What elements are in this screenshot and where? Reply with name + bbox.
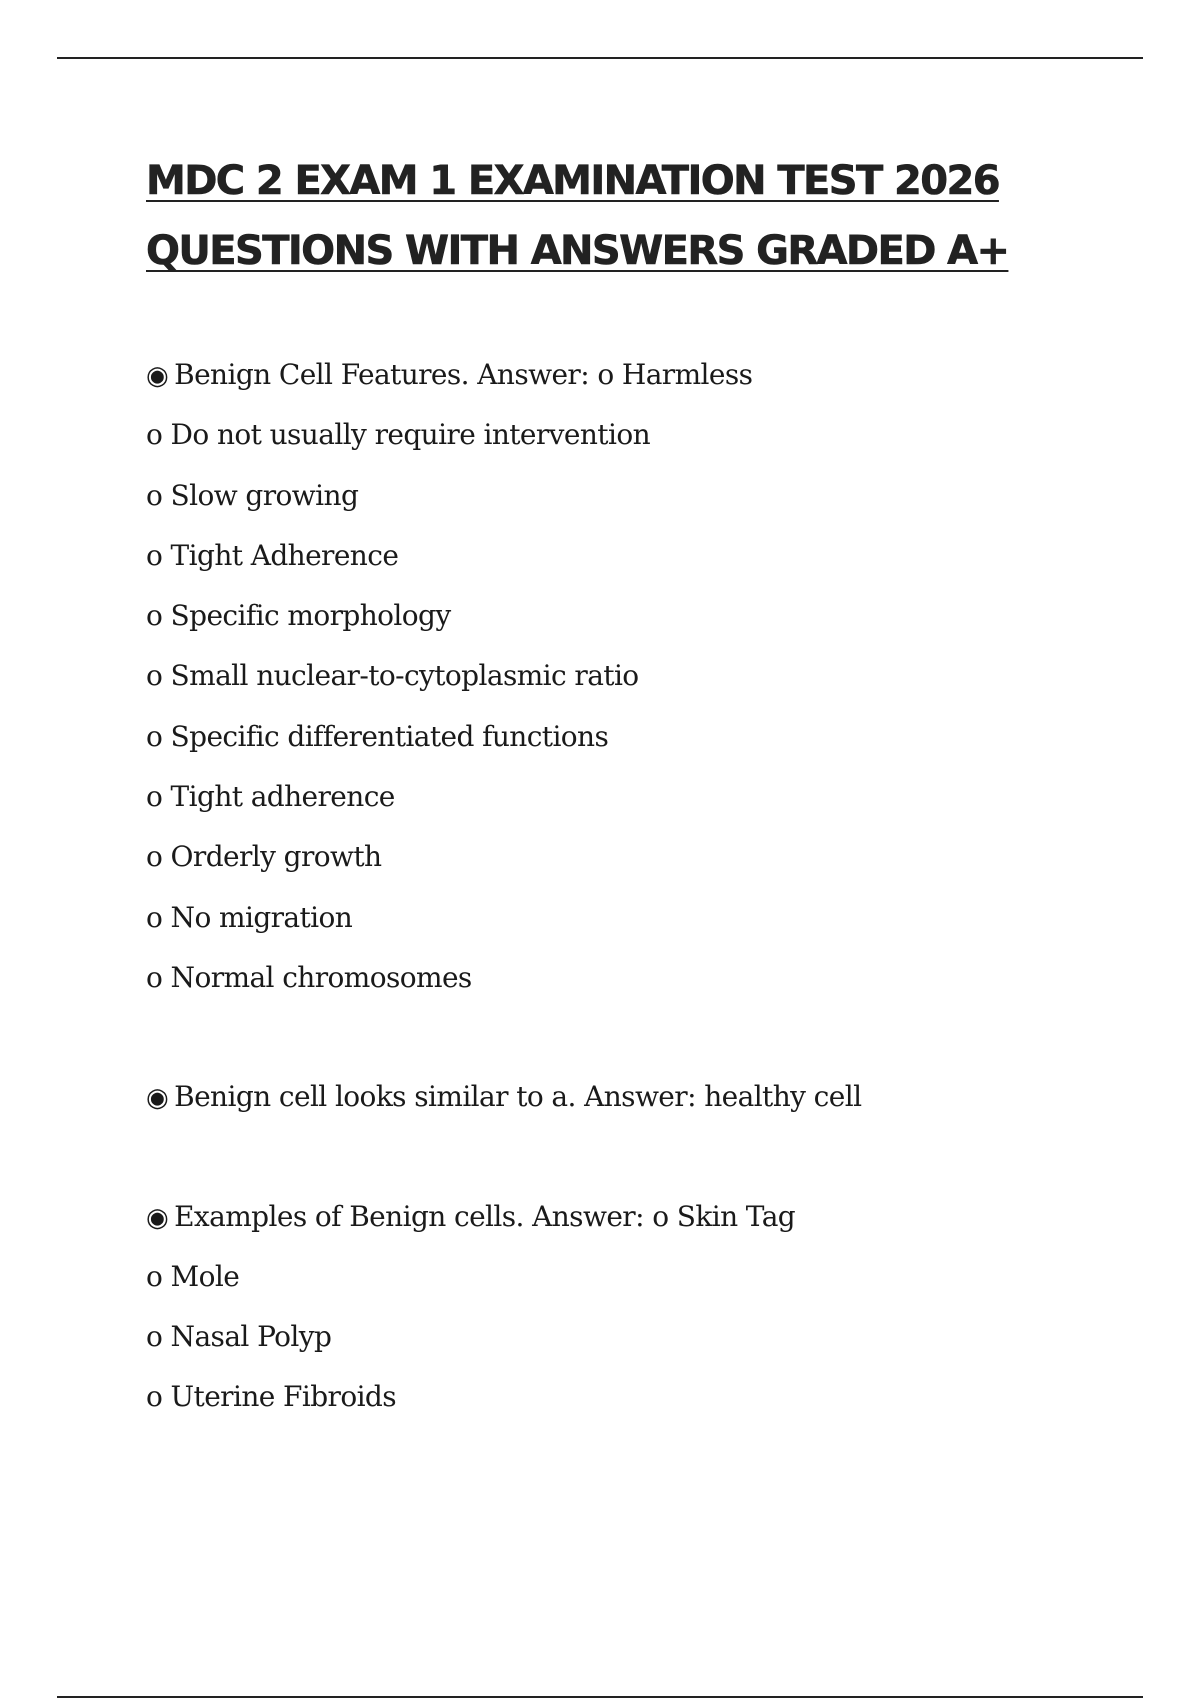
title-line-2: QUESTIONS WITH ANSWERS GRADED A+ <box>146 228 1009 274</box>
radio-bullet-icon: ◉ <box>146 1202 169 1233</box>
title-line-1: MDC 2 EXAM 1 EXAMINATION TEST 2026 <box>146 158 999 204</box>
answer-line: o Small nuclear-to-cytoplasmic ratio <box>146 659 639 693</box>
answer-line: o Normal chromosomes <box>146 960 472 994</box>
answer-line: o Specific morphology <box>146 599 451 633</box>
question-text: Benign cell looks similar to a. Answer: healthy cell <box>174 1080 862 1114</box>
answer-line: o Tight adherence <box>146 780 395 814</box>
question-item <box>146 345 1106 1008</box>
question-item <box>146 1067 1106 1127</box>
answer-line: o Specific differentiated functions <box>146 719 609 753</box>
question-heading <box>146 345 1106 405</box>
page-title <box>146 146 1106 286</box>
question-item <box>146 1187 1106 1428</box>
question-list <box>146 345 1106 1428</box>
answer-line: o Uterine Fibroids <box>146 1380 397 1414</box>
spacer <box>146 1128 1106 1187</box>
radio-bullet-icon: ◉ <box>146 1083 169 1114</box>
answer-line: o Slow growing <box>146 478 359 512</box>
radio-bullet-icon: ◉ <box>146 361 169 391</box>
question-heading <box>146 1187 1106 1247</box>
top-rule <box>57 57 1143 59</box>
answer-line: o No migration <box>146 900 353 934</box>
answer-line: o Mole <box>146 1259 240 1293</box>
answer-line: o Do not usually require intervention <box>146 418 651 452</box>
question-heading <box>146 1067 1106 1127</box>
question-text: Benign Cell Features. Answer: o Harmless <box>174 358 753 391</box>
answer-line: o Tight Adherence <box>146 538 399 572</box>
spacer <box>146 1008 1106 1067</box>
answer-line: o Nasal Polyp <box>146 1320 332 1354</box>
question-text: Examples of Benign cells. Answer: o Skin Tag <box>174 1199 796 1233</box>
bottom-rule <box>57 1696 1143 1698</box>
answer-line: o Orderly growth <box>146 840 382 874</box>
